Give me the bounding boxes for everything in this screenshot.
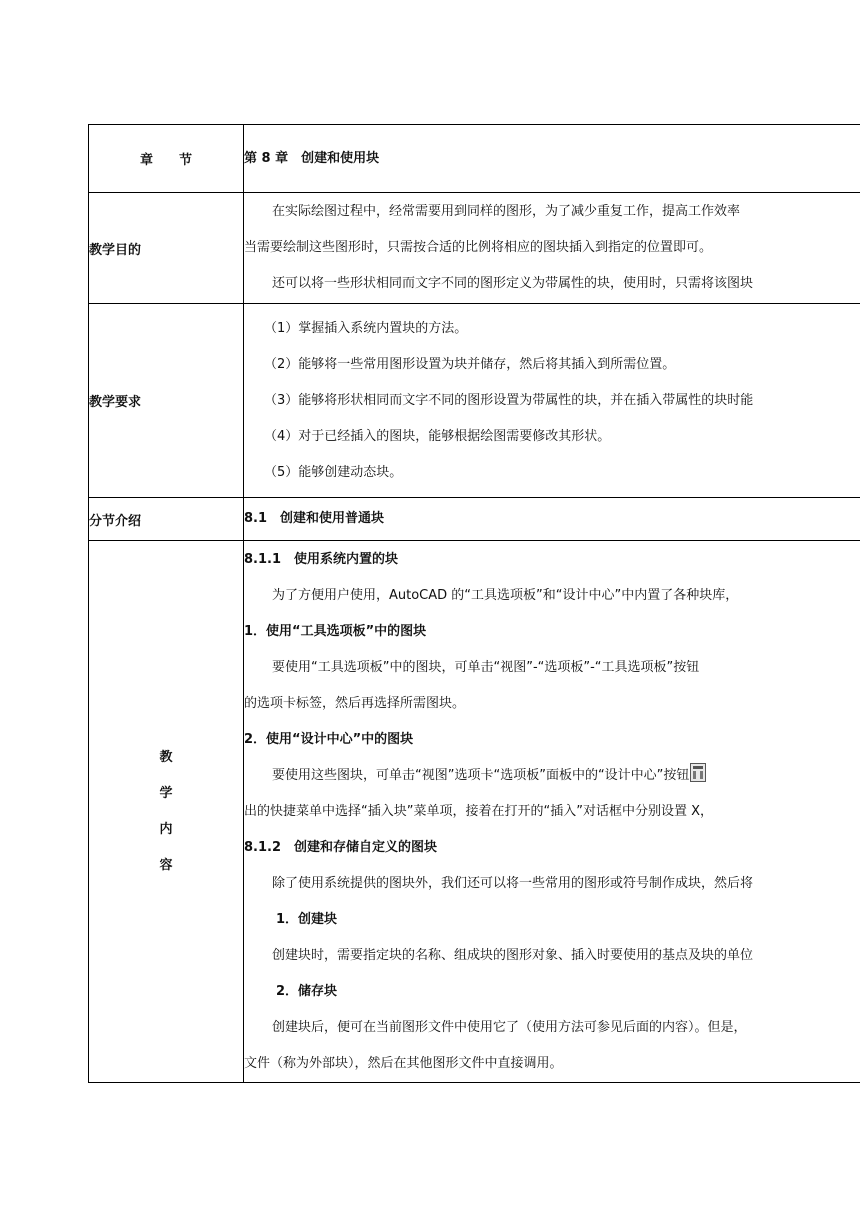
objective-paragraph-1b: 当需要绘制这些图形时，只需按合适的比例将相应的图块插入到指定的位置即可。 — [244, 240, 713, 255]
requirement-item: （5）能够创建动态块。 — [264, 464, 403, 480]
content-row — [89, 541, 860, 1083]
chapter-row — [89, 125, 860, 193]
requirements-row — [89, 304, 860, 498]
lesson-plan-table — [88, 124, 860, 1083]
content-paragraph: 要使用“工具选项板”中的图块，可单击“视图”-“选项板”-“工具选项板”按钮 — [272, 659, 700, 675]
content-paragraph: 创建块后，便可在当前图形文件中使用它了（使用方法可参见后面的内容）。但是， — [272, 1019, 747, 1035]
content-paragraph: 文件（称为外部块），然后在其他图形文件中直接调用。 — [244, 1055, 563, 1071]
requirement-item: （2）能够将一些常用图形设置为块并储存，然后将其插入到所需位置。 — [264, 356, 676, 372]
objective-paragraph-2: 还可以将一些形状相同而文字不同的图形定义为带属性的块，使用时，只需将该图块 — [272, 276, 754, 291]
section-row — [89, 498, 860, 541]
content-paragraph — [244, 758, 860, 794]
topic-heading: 1．使用“工具选项板”中的图块 — [244, 623, 427, 639]
content-paragraph: 的选项卡标签，然后再选择所需图块。 — [244, 695, 466, 711]
topic-heading: 1．创建块 — [276, 911, 338, 927]
requirement-item: （1）掌握插入系统内置块的方法。 — [264, 320, 468, 336]
content-paragraph: 除了使用系统提供的图块外，我们还可以将一些常用的图形或符号制作成块，然后将 — [272, 875, 754, 891]
content-label — [89, 541, 244, 1083]
requirement-item: （4）对于已经插入的图块，能够根据绘图需要修改其形状。 — [264, 428, 611, 444]
content-label-char: 教 — [159, 749, 173, 765]
chapter-value: 第 8 章 创建和使用块 — [244, 150, 380, 166]
subsection-heading: 8.1.2 创建和存储自定义的图块 — [244, 839, 438, 855]
objective-paragraph-1a: 在实际绘图过程中，经常需要用到同样的图形，为了减少重复工作，提高工作效率 — [272, 204, 741, 219]
section-value: 8.1 创建和使用普通块 — [244, 511, 385, 526]
content-label-char: 学 — [159, 785, 173, 801]
content-paragraph: 为了方便用户使用，AutoCAD 的“工具选项板”和“设计中心”中内置了各种块库， — [272, 587, 739, 603]
content-label-char: 容 — [159, 857, 173, 873]
objective-row — [89, 193, 860, 304]
requirement-item: （3）能够将形状相同而文字不同的图形设置为带属性的块，并在插入带属性的块时能 — [264, 392, 754, 408]
subsection-heading: 8.1.1 使用系统内置的块 — [244, 551, 399, 567]
topic-heading: 2．使用“设计中心”中的图块 — [244, 731, 414, 747]
design-center-icon — [690, 763, 706, 782]
content-label-char: 内 — [159, 821, 173, 837]
design-center-text: 要使用这些图块，可单击“视图”选项卡“选项板”面板中的“设计中心”按钮 — [272, 767, 690, 783]
requirements-label: 教学要求 — [89, 304, 244, 498]
content-paragraph: 创建块时，需要指定块的名称、组成块的图形对象、插入时要使用的基点及块的单位 — [272, 947, 754, 963]
topic-heading: 2．储存块 — [276, 983, 338, 999]
objective-label: 教学目的 — [89, 193, 244, 304]
content-paragraph: 出的快捷菜单中选择“插入块”菜单项，接着在打开的“插入”对话框中分别设置 X， — [244, 803, 713, 819]
chapter-label: 章 节 — [89, 125, 244, 193]
section-label: 分节介绍 — [89, 498, 244, 541]
